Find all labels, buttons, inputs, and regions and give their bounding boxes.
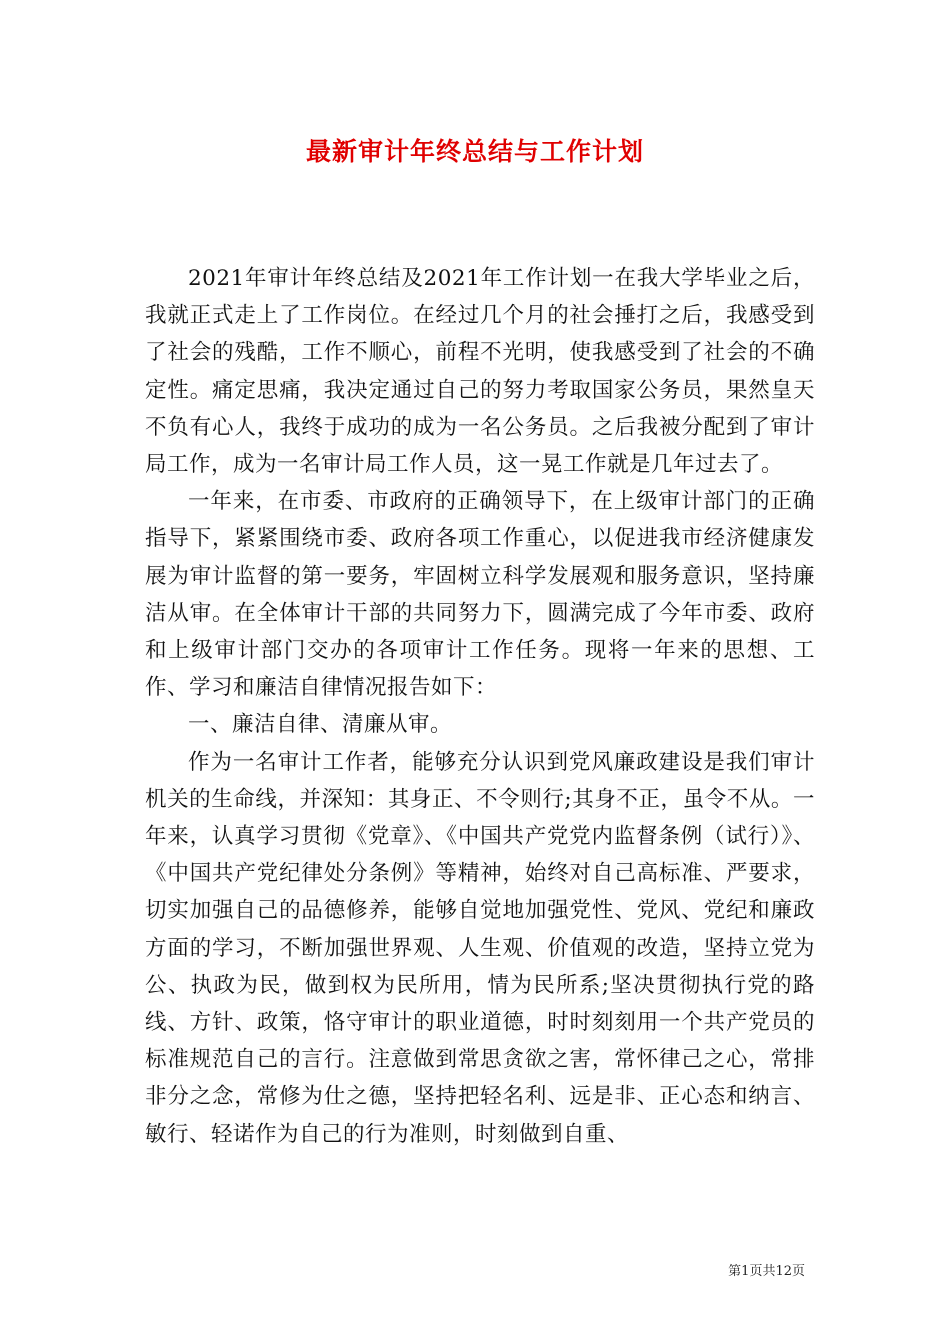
document-body bbox=[145, 260, 815, 1153]
document-title: 最新审计年终总结与工作计划 bbox=[305, 137, 644, 166]
section-heading-integrity: 一、廉洁自律、清廉从审。 bbox=[188, 712, 453, 738]
paragraph-intro: 2021年审计年终总结及2021年工作计划一在我大学毕业之后，我就正式走上了工作岗位。在经过几个月的社会捶打之后，我感受到了社会的残酷，工作不顺心，前程不光明，使我感受到了社会的不确定性。痛定思痛，我决定通过自己的努力考取国家公务员，果然皇天不负有心人，我终于成功的成为一名公务员。之后我被分配到了审计局工作，成为一名审计局工作人员，这一晃工作就是几年过去了。 bbox=[145, 266, 815, 478]
paragraph-summary: 一年来，在市委、市政府的正确领导下，在上级审计部门的正确指导下，紧紧围绕市委、政府各项工作重心，以促进我市经济健康发展为审计监督的第一要务，牢固树立科学发展观和服务意识，坚持廉洁从审。在全体审计干部的共同努力下，圆满完成了今年市委、政府和上级审计部门交办的各项审计工作任务。现将一年来的思想、工作、学习和廉洁自律情况报告如下： bbox=[145, 489, 815, 701]
page-number: 第1页共12页 bbox=[728, 1264, 805, 1279]
paragraph-integrity: 作为一名审计工作者，能够充分认识到党风廉政建设是我们审计机关的生命线，并深知：其身正、不令则行;其身不正，虽令不从。一年来，认真学习贯彻《党章》、《中国共产党党内监督条例（试行）》、《中国共产党纪律处分条例》等精神，始终对自己高标准、严要求，切实加强自己的品德修养，能够自觉地加强党性、党风、党纪和廉政方面的学习，不断加强世界观、人生观、价值观的改造，坚持立党为公、执政为民，做到权为民所用，情为民所系;坚决贯彻执行党的路线、方针、政策，恪守审计的职业道德，时时刻刻用一个共产党员的标准规范自己的言行。注意做到常思贪欲之害，常怀律己之心，常排非分之念，常修为仕之德，坚持把轻名利、远是非、正心态和纳言、敏行、轻诺作为自己的行为准则，时刻做到自重、 bbox=[145, 749, 815, 1147]
